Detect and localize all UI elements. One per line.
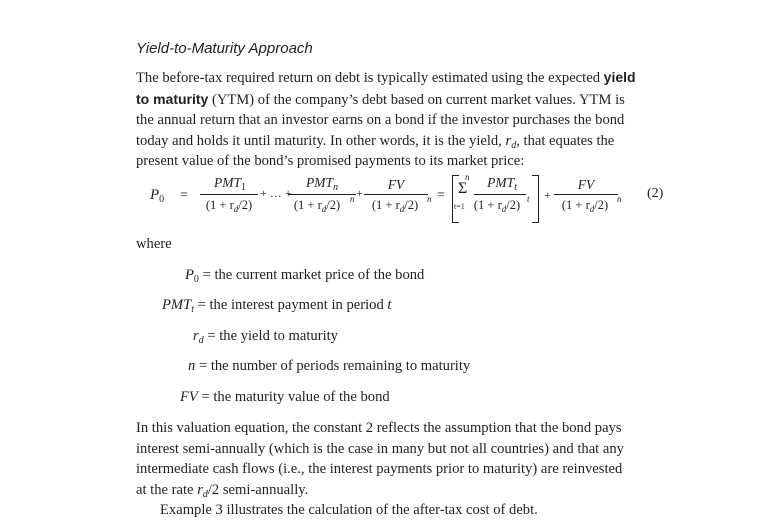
- eq-sum-bar: [474, 194, 526, 195]
- eq-fv-bar: [364, 194, 428, 195]
- eq-sum-numerator: $PMT_t$: [487, 175, 517, 193]
- eq-sum-denominator: $(1 + r_d/2)$: [473, 198, 521, 214]
- eq-term1-denominator: $(1 + r_d/2)$: [205, 198, 253, 214]
- eq-fv2-bar: [554, 194, 618, 195]
- equation-number: (2): [647, 186, 664, 201]
- eq-plus-2: +: [544, 188, 551, 202]
- intro-text: The before-tax required return on debt is typically estimated using the expected: [136, 70, 604, 86]
- intro-paragraph: [136, 67, 681, 172]
- eq-fv2-numerator: FV: [577, 177, 595, 192]
- intro-line-2: [136, 89, 681, 111]
- eq-term1-bar: [200, 194, 258, 195]
- definition-item: $PMT_t$ = the interest payment in period t: [162, 297, 392, 315]
- eq-fv-denominator: $(1 + r_d/2)$: [371, 198, 419, 214]
- eq-exp-n: n: [350, 194, 355, 204]
- eq-dots: + … +: [260, 186, 292, 200]
- definition-item: $r_d$ = the yield to maturity: [193, 328, 338, 346]
- intro-text: (YTM) of the company’s debt based on current market values. YTM is: [208, 91, 625, 108]
- eq-equals-2: =: [437, 188, 445, 203]
- eq-lhs: $P_0$: [150, 187, 165, 205]
- term-to-maturity: to maturity: [136, 90, 209, 107]
- eq-termn-numerator: $PMT_n$: [306, 175, 338, 193]
- eq-exp-t: t: [527, 194, 530, 204]
- closing-line-2: interest semi-annually (which is the case in many but not all countries) and that any: [136, 440, 624, 457]
- closing-paragraph: [136, 418, 681, 521]
- eq-equals: =: [180, 188, 188, 203]
- closing-line-1: In this valuation equation, the constant 2 reflects the assumption that the bond pays: [136, 420, 622, 436]
- definition-item: $P_0$ = the current market price of the bond: [185, 267, 425, 285]
- eq-fv-numerator: FV: [387, 177, 405, 192]
- closing-line-3: intermediate cash flows (i.e., the interest payments prior to maturity) are reinvested: [136, 461, 623, 477]
- symbol-r: r: [197, 481, 203, 498]
- definition-item: n = the number of periods remaining to maturity: [188, 358, 471, 374]
- definition-item: FV = the maturity value of the bond: [180, 389, 390, 405]
- closing-line-4: at the rate $r_d/2$ semi-annually.: [136, 481, 309, 500]
- eq-termn-bar: [288, 194, 356, 195]
- section-heading: Yield-to-Maturity Approach: [136, 40, 313, 57]
- eq-sum-top: n: [465, 172, 470, 182]
- where-label: where: [136, 236, 172, 252]
- intro-line-3: the annual return that an investor earns on a bond if the investor purchases the bond: [136, 112, 625, 128]
- intro-text: , that equates the: [516, 132, 615, 149]
- closing-line-5: Example 3 illustrates the calculation of the after-tax cost of debt.: [160, 502, 538, 518]
- eq-exp-n-3: n: [617, 194, 622, 204]
- intro-line-5: present value of the bond’s promised payments to its market price:: [136, 153, 525, 169]
- eq-fv2-denominator: $(1 + r_d/2)$: [561, 198, 609, 214]
- eq-sum-sign: Σ: [458, 180, 468, 197]
- eq-exp-n-2: n: [427, 194, 432, 204]
- symbol-r: r: [505, 132, 512, 149]
- eq-sum-bottom: t=1: [454, 202, 465, 211]
- eq-plus-1: +: [356, 186, 363, 200]
- symbol-sub-d: d: [511, 139, 517, 151]
- intro-line-1: [136, 67, 681, 89]
- ytm-equation: [150, 172, 690, 228]
- intro-text: today and holds it until maturity. In other words, it is the yield,: [136, 132, 506, 149]
- eq-term1-numerator: $PMT_1$: [214, 175, 246, 193]
- eq-termn-denominator: $(1 + r_d/2)$: [293, 198, 341, 214]
- eq-right-bracket: [532, 175, 539, 223]
- intro-line-4: [136, 131, 681, 152]
- term-yield: yield: [603, 69, 636, 85]
